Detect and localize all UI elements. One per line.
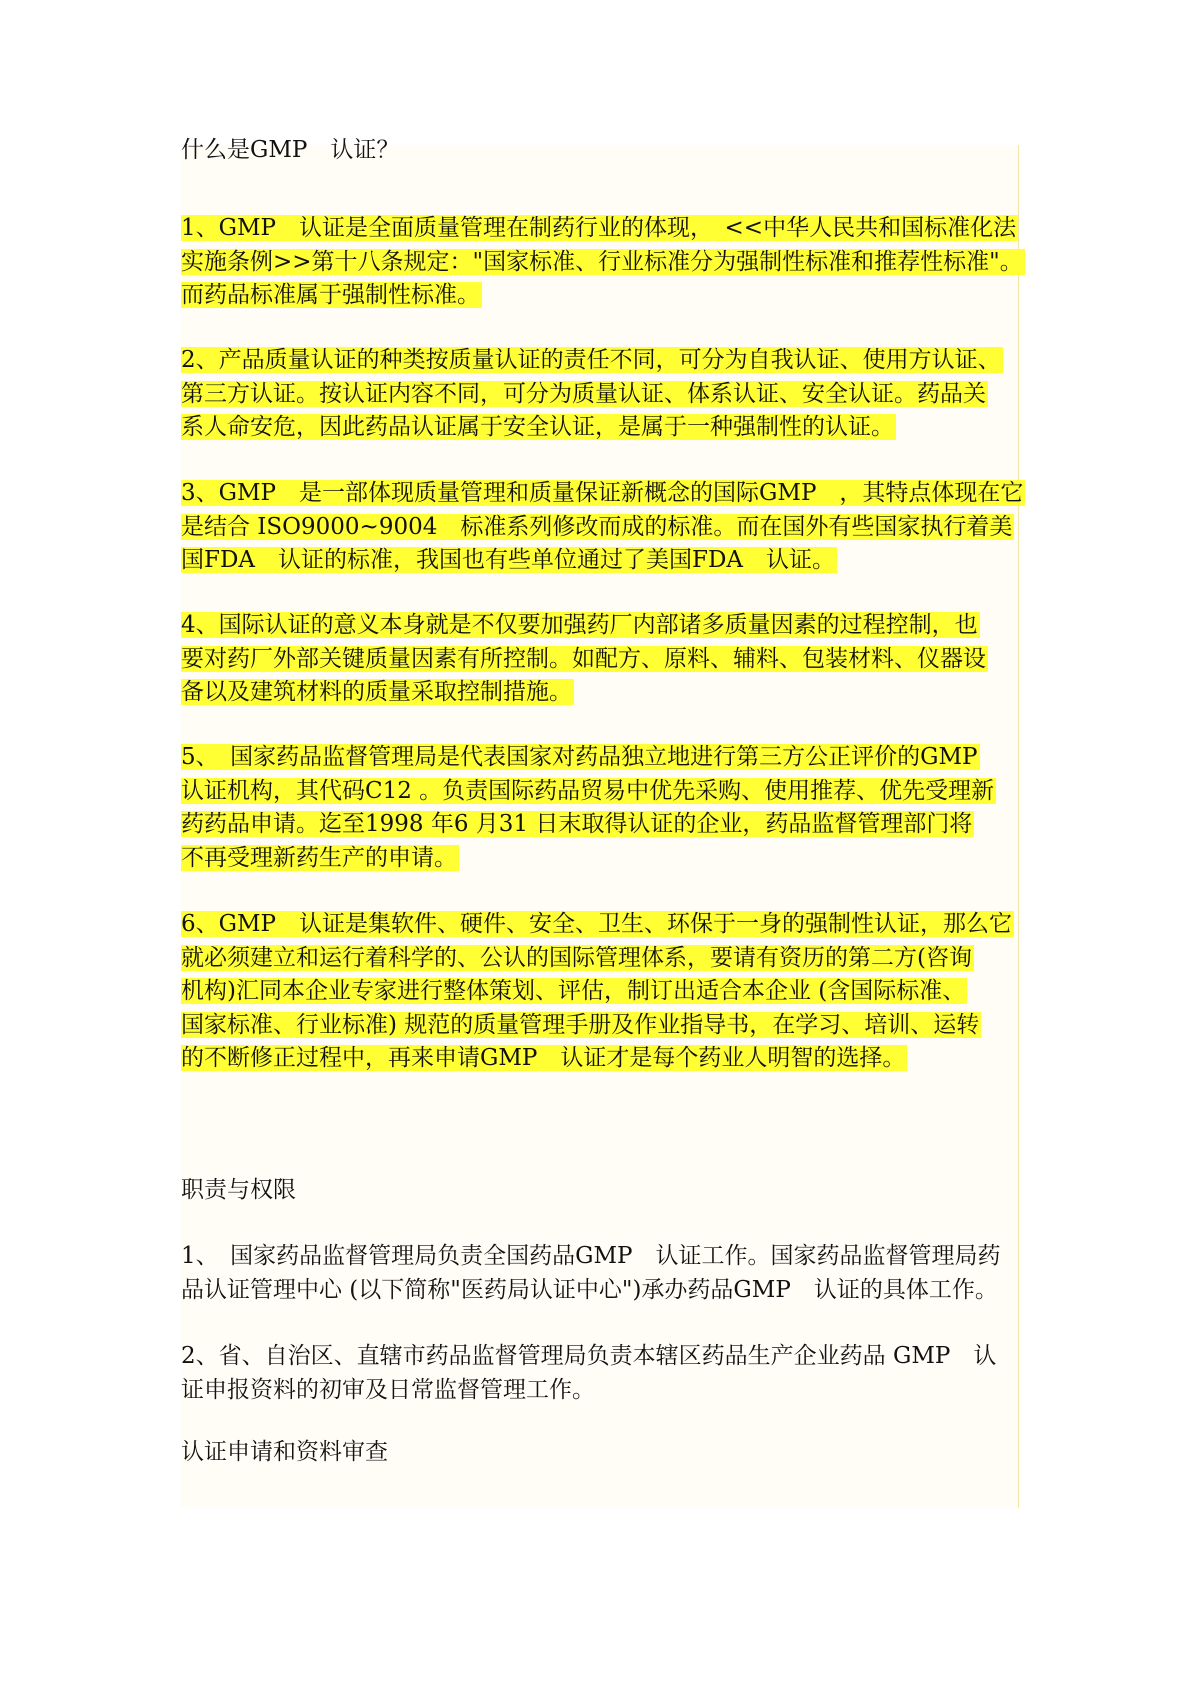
section-heading-application: 认证申请和资料审查 [181,1439,388,1465]
paragraph-line: 是结合 ISO9000~9004 标准系列修改而成的标准。而在国外有些国家执行着美 [181,513,1013,540]
paragraph-line: 不再受理新药生产的申请。 [181,844,457,871]
responsibilities-paragraph-2 [181,1340,1026,1407]
highlighted-paragraph-6 [181,908,1026,1076]
paragraph-line: 备以及建筑材料的质量采取控制措施。 [181,679,572,705]
highlighted-paragraph-3 [181,477,1026,578]
paragraph-line: 国家标准、行业标准) 规范的质量管理手册及作业指导书，在学习、培训、运转 [181,1011,980,1038]
paragraph-line: 实施条例>>第十八条规定："国家标准、行业标准分为强制性标准和推荐性标准"。 [181,248,1023,275]
paragraph-line: 药药品申请。迄至1998 年6 月31 日末取得认证的企业，药品监督管理部门将 [181,811,973,837]
paragraph-line: 6、GMP 认证是集软件、硬件、安全、卫生、环保于一身的强制性认证，那么它 [181,911,1013,937]
paragraph-line: 而药品标准属于强制性标准。 [181,282,480,308]
paragraph-line: 品认证管理中心 (以下简称"医药局认证中心")承办药品GMP 认证的具体工作。 [181,1276,998,1303]
paragraph-line: 3、GMP 是一部体现质量管理和质量保证新概念的国际GMP ，其特点体现在它 [181,480,1024,506]
highlighted-paragraph-2 [181,344,1026,445]
paragraph-line: 认证机构，其代码C12 。负责国际药品贸易中优先采购、使用推荐、优先受理新 [181,777,995,804]
paragraph-line: 1、 国家药品监督管理局负责全国药品GMP 认证工作。国家药品监督管理局药 [181,1243,1001,1269]
highlighted-paragraph-5 [181,741,1026,875]
paragraph-line: 证申报资料的初审及日常监督管理工作。 [181,1376,595,1403]
paragraph-line: 国FDA 认证的标准，我国也有些单位通过了美国FDA 认证。 [181,547,836,573]
paragraph-line: 1、GMP 认证是全面质量管理在制药行业的体现， <<中华人民共和国标准化法 [181,215,1017,241]
paragraph-line: 机构)汇同本企业专家进行整体策划、评估，制订出适合本企业 (含国际标准、 [181,978,966,1004]
paragraph-line: 就必须建立和运行着科学的、公认的国际管理体系，要请有资历的第二方(咨询 [181,944,972,971]
paragraph-line: 2、产品质量认证的种类按质量认证的责任不同，可分为自我认证、使用方认证、 [181,347,1001,373]
paragraph-line: 4、国际认证的意义本身就是不仅要加强药厂内部诸多质量因素的过程控制，也 [181,612,978,638]
paragraph-line: 系人命安危，因此药品认证属于安全认证，是属于一种强制性的认证。 [181,414,894,440]
responsibilities-paragraph-1 [181,1240,1026,1307]
section-heading-responsibilities: 职责与权限 [181,1177,296,1203]
paragraph-line: 2、省、自治区、直辖市药品监督管理局负责本辖区药品生产企业药品 GMP 认 [181,1343,997,1369]
highlighted-paragraph-4 [181,609,1026,710]
paragraph-line: 要对药厂外部关键质量因素有所控制。如配方、原料、辅料、包装材料、仪器设 [181,645,986,672]
highlighted-paragraph-1 [181,212,1026,313]
paragraph-line: 5、 国家药品监督管理局是代表国家对药品独立地进行第三方公正评价的GMP [181,744,978,770]
paragraph-line: 的不断修正过程中，再来申请GMP 认证才是每个药业人明智的选择。 [181,1045,906,1071]
document-title: 什么是GMP 认证？ [181,137,400,163]
paragraph-line: 第三方认证。按认证内容不同，可分为质量认证、体系认证、安全认证。药品关 [181,380,986,407]
